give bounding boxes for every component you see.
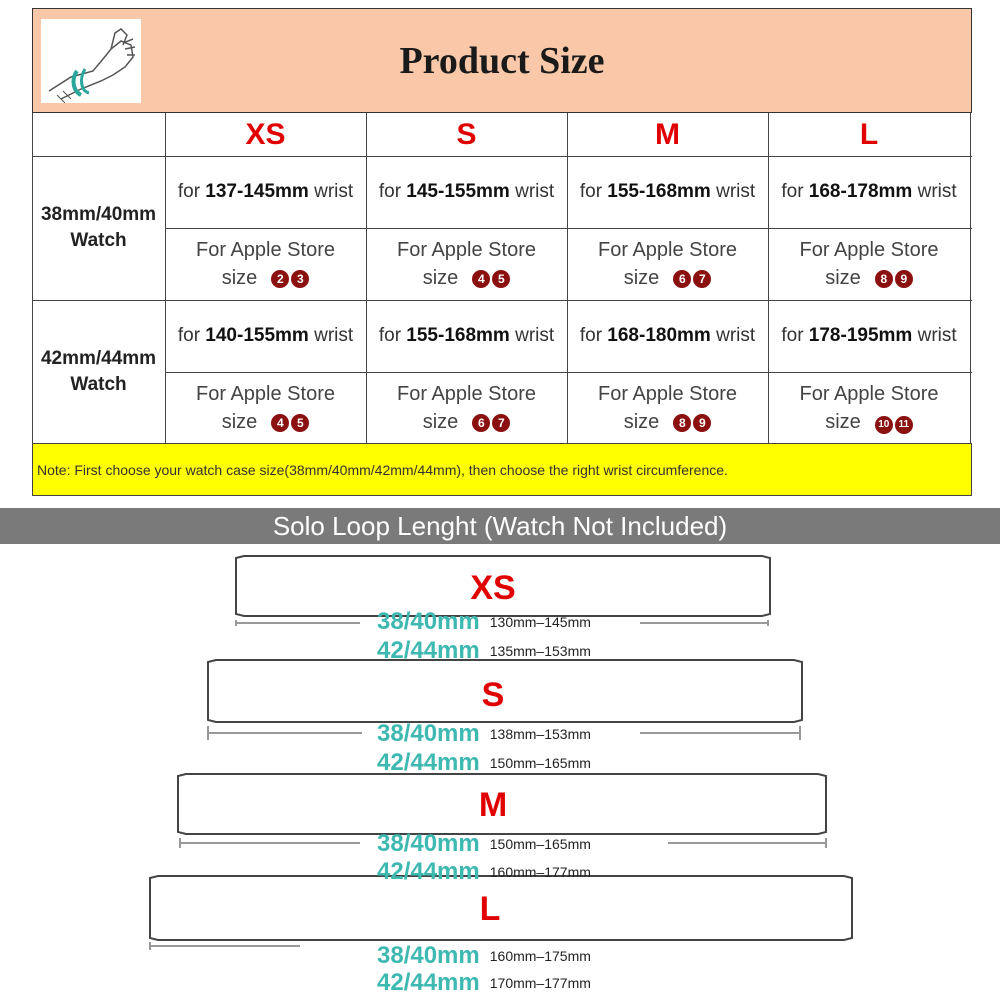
store-size-line	[624, 264, 712, 292]
size-word: size	[825, 411, 861, 433]
size-header-s: S	[456, 117, 477, 151]
wrist-range: 155-168mm	[607, 181, 711, 202]
wrist-prefix: for	[781, 181, 809, 202]
length-range: 130mm–145mm	[489, 614, 591, 630]
wrist-cell	[165, 156, 366, 228]
size-number-badge: 11	[895, 416, 913, 434]
wrist-prefix: for	[177, 325, 206, 346]
row-label-42-44: 42mm/44mm Watch	[40, 347, 157, 395]
grid-line	[970, 113, 971, 443]
row-label-38-40: 38mm/40mm Watch	[40, 204, 157, 251]
case-label: 38/40mm	[377, 830, 480, 857]
wrist-cell	[567, 300, 768, 372]
case-label: 38/40mm	[377, 720, 480, 747]
wrist-suffix: wrist	[912, 325, 957, 346]
apple-store-size-cell	[768, 228, 970, 300]
loop-l-large	[377, 969, 591, 997]
size-word: size	[623, 267, 660, 289]
wrist-cell	[366, 156, 567, 228]
loop-l-small	[377, 942, 591, 970]
store-label: For Apple Store	[397, 383, 536, 405]
store-label: For Apple Store	[196, 239, 335, 261]
apple-store-size-cell	[366, 372, 567, 444]
size-word: size	[422, 411, 459, 433]
apple-store-size-cell	[366, 228, 567, 300]
store-size-line	[624, 408, 712, 436]
size-table	[32, 8, 972, 496]
wrist-range: 140-155mm	[205, 325, 309, 346]
case-label: 42/44mm	[377, 749, 480, 776]
size-number-badge: 5	[492, 270, 510, 288]
size-word: size	[422, 267, 459, 289]
size-number-badge: 3	[291, 270, 309, 288]
wrist-suffix: wrist	[308, 181, 354, 202]
size-number-badge: 6	[472, 414, 490, 432]
size-header-l: L	[859, 117, 879, 151]
loop-m-small	[377, 830, 591, 858]
size-header-xs: XS	[245, 117, 286, 151]
wrist-prefix: for	[579, 181, 608, 202]
loop-size-s: S	[481, 676, 505, 714]
loop-xs-large	[377, 637, 591, 665]
length-range: 160mm–177mm	[489, 864, 591, 880]
length-range: 170mm–177mm	[489, 975, 591, 991]
size-number-badge: 8	[875, 270, 893, 288]
size-number-badge: 7	[492, 414, 510, 432]
wrist-suffix: wrist	[509, 181, 555, 202]
wrist-range: 137-145mm	[205, 181, 309, 202]
store-label: For Apple Store	[799, 383, 939, 405]
store-size-line	[222, 264, 310, 292]
wrist-suffix: wrist	[912, 181, 957, 202]
size-number-badge: 9	[895, 270, 913, 288]
size-number-badge: 2	[271, 270, 289, 288]
store-size-line	[423, 408, 511, 436]
wrist-cell	[768, 156, 970, 228]
size-number-badge: 6	[673, 270, 691, 288]
store-label: For Apple Store	[196, 383, 335, 405]
apple-store-size-cell	[567, 228, 768, 300]
apple-store-size-cell	[165, 372, 366, 444]
size-number-badge: 5	[291, 414, 309, 432]
wrist-prefix: for	[177, 181, 206, 202]
note-bar: Note: First choose your watch case size(38mm/40mm/42mm/44mm), then choose the right wrist circumference.	[32, 443, 972, 496]
size-number-badge: 7	[693, 270, 711, 288]
table-title: Product Size	[399, 40, 605, 82]
store-label: For Apple Store	[598, 383, 737, 405]
wrist-cell	[165, 300, 366, 372]
wrist-range: 155-168mm	[406, 325, 510, 346]
store-size-line	[825, 408, 913, 436]
measure-line-l	[150, 942, 300, 950]
loop-m-large	[377, 858, 591, 886]
loop-size-l: L	[479, 890, 501, 928]
loop-s-small	[377, 720, 591, 748]
wrist-suffix: wrist	[710, 181, 756, 202]
wrist-range: 178-195mm	[808, 325, 913, 346]
store-label: For Apple Store	[598, 239, 737, 261]
wrist-suffix: wrist	[509, 325, 555, 346]
loop-xs-small	[377, 608, 591, 636]
wrist-suffix: wrist	[308, 325, 354, 346]
apple-store-size-cell	[567, 372, 768, 444]
wrist-range: 168-178mm	[808, 181, 913, 202]
wrist-range: 168-180mm	[607, 325, 711, 346]
wrist-cell	[768, 300, 970, 372]
length-range: 138mm–153mm	[489, 726, 591, 742]
apple-store-size-cell	[165, 228, 366, 300]
size-word: size	[221, 411, 258, 433]
loop-size-m: M	[478, 786, 508, 824]
wrist-prefix: for	[378, 181, 407, 202]
size-word: size	[623, 411, 660, 433]
apple-store-size-cell	[768, 372, 970, 444]
size-number-badge: 8	[673, 414, 691, 432]
size-number-badge: 4	[271, 414, 289, 432]
size-word: size	[825, 267, 861, 289]
store-label: For Apple Store	[397, 239, 536, 261]
size-word: size	[221, 267, 258, 289]
table-header	[32, 8, 972, 113]
case-label: 42/44mm	[377, 858, 480, 885]
wrist-range: 145-155mm	[406, 181, 510, 202]
length-range: 150mm–165mm	[489, 836, 591, 852]
case-label: 38/40mm	[377, 608, 480, 635]
length-range: 150mm–165mm	[489, 755, 591, 771]
store-size-line	[825, 264, 913, 292]
wrist-prefix: for	[378, 325, 407, 346]
case-label: 42/44mm	[377, 969, 480, 996]
store-label: For Apple Store	[799, 239, 939, 261]
size-number-badge: 10	[875, 416, 893, 434]
size-header-m: M	[655, 117, 680, 151]
case-label: 38/40mm	[377, 942, 480, 969]
store-size-line	[423, 264, 511, 292]
size-number-badge: 9	[693, 414, 711, 432]
store-size-line	[222, 408, 310, 436]
case-label: 42/44mm	[377, 637, 480, 664]
loop-s-large	[377, 749, 591, 777]
loop-size-xs: XS	[470, 569, 516, 607]
size-number-badge: 4	[472, 270, 490, 288]
length-range: 160mm–175mm	[489, 948, 591, 964]
wrist-cell	[366, 300, 567, 372]
loop-banner: Solo Loop Lenght (Watch Not Included)	[0, 508, 1000, 544]
length-range: 135mm–153mm	[489, 643, 591, 659]
wrist-suffix: wrist	[710, 325, 756, 346]
wrist-cell	[567, 156, 768, 228]
wrist-prefix: for	[579, 325, 608, 346]
wrist-prefix: for	[781, 325, 809, 346]
